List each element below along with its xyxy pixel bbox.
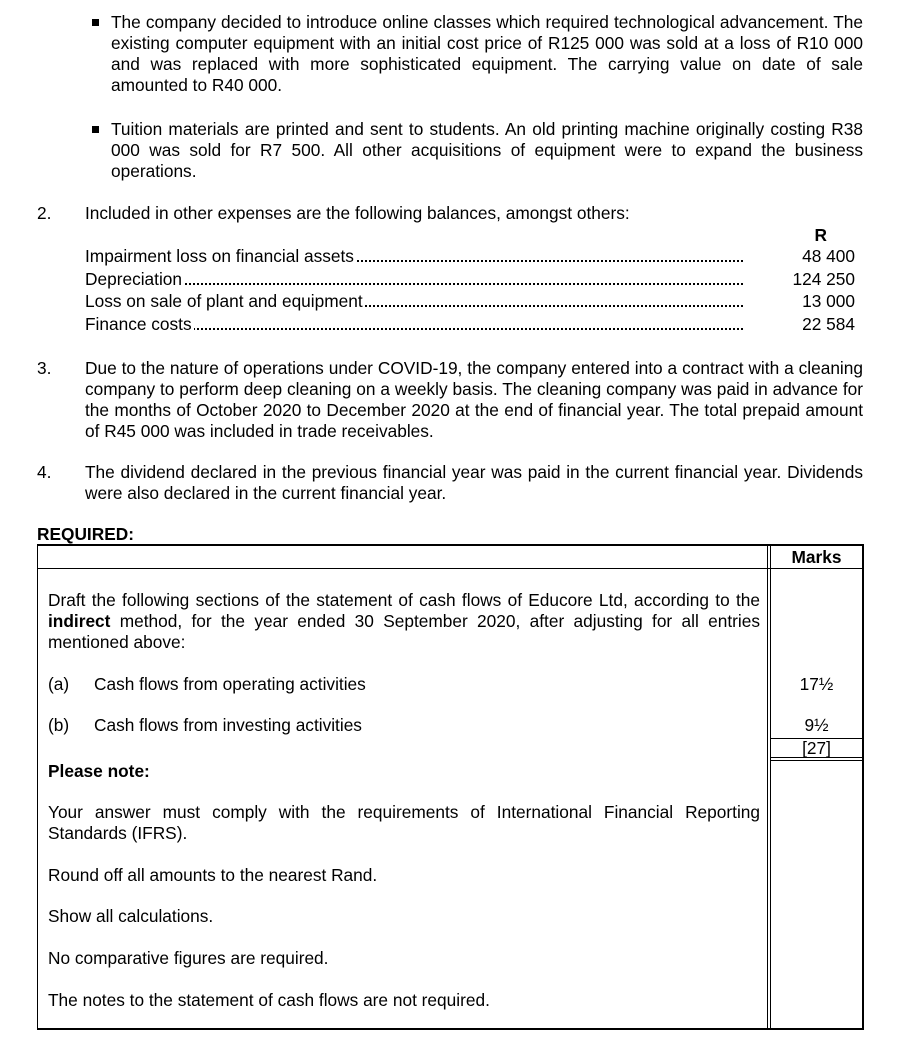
item-2-text: Included in other expenses are the following balances, amongst others: — [85, 203, 630, 223]
bullet-paragraph-2: Tuition materials are printed and sent to students. An old printing machine originally costing R38 000 was sold for R7 500. All other acquisitions of equipment were to expand the business operations. — [111, 119, 863, 181]
note-item: Your answer must comply with the requirements of International Financial Reporting Standards (IFRS). — [48, 802, 760, 843]
item-number: 2. — [37, 203, 52, 223]
balance-label: Depreciation — [85, 269, 183, 289]
table-border-right — [862, 544, 864, 1030]
note-item: Show all calculations. — [48, 906, 214, 926]
part-label: (b) — [48, 715, 70, 735]
balance-amount: 13 000 — [802, 291, 855, 311]
currency-header: R — [814, 225, 827, 245]
required-heading: REQUIRED: — [37, 524, 134, 544]
instruction-before: Draft the following sections of the statement of cash flows of Educore Ltd, according to the — [48, 590, 760, 610]
note-heading: Please note: — [48, 761, 150, 781]
item-4-text: The dividend declared in the previous financial year was paid in the current financial year. Dividends were also declared in the current financial year. — [85, 462, 863, 503]
balance-label: Impairment loss on financial assets — [85, 246, 354, 266]
table-border-bottom — [37, 1028, 864, 1030]
bullet-icon — [92, 19, 99, 26]
balance-amount: 124 250 — [792, 269, 855, 289]
part-marks: 17½ — [799, 674, 834, 694]
table-header-divider — [37, 568, 864, 569]
instruction-after: method, for the year ended 30 September 2020, after adjusting for all entries mentioned above: — [48, 611, 760, 652]
note-item: No comparative figures are required. — [48, 948, 329, 968]
item-3-text: Due to the nature of operations under COVID-19, the company entered into a contract with a cleaning company to perform deep cleaning on a weekly basis. The cleaning company was paid in advance for the months of October 2020 to December 2020 at the end of financial year. The total prepaid amount of R45 000 was included in trade receivables. — [85, 358, 863, 441]
part-text: Cash flows from investing activities — [94, 715, 362, 735]
marks-header: Marks — [791, 547, 842, 567]
item-number: 4. — [37, 462, 52, 482]
balance-row — [85, 291, 743, 312]
instruction-text — [48, 590, 760, 653]
bullet-paragraph-1: The company decided to introduce online classes which required technological advancement. The existing computer equipment with an initial cost price of R125 000 was sold at a loss of R10 000 and was replaced with more sophisticated equipment. The carrying value on date of sale amounted to R40 000. — [111, 12, 863, 95]
table-column-divider-2 — [770, 544, 771, 1030]
balance-amount: 22 584 — [802, 314, 855, 334]
table-border-top — [37, 544, 864, 546]
total-marks: [27] — [802, 738, 831, 758]
balance-row — [85, 314, 743, 335]
instruction-bold: indirect — [48, 611, 111, 631]
item-number: 3. — [37, 358, 52, 378]
table-column-divider-1 — [767, 544, 768, 1030]
bullet-icon — [92, 126, 99, 133]
balance-label: Finance costs — [85, 314, 192, 334]
part-text: Cash flows from operating activities — [94, 674, 366, 694]
note-item: The notes to the statement of cash flows are not required. — [48, 990, 490, 1010]
balance-row — [85, 269, 743, 290]
balance-row — [85, 246, 743, 267]
part-label: (a) — [48, 674, 70, 694]
balance-amount: 48 400 — [802, 246, 855, 266]
part-marks: 9½ — [804, 715, 829, 735]
total-bottom-rule-2 — [770, 760, 863, 761]
note-item: Round off all amounts to the nearest Rand. — [48, 865, 378, 885]
balance-label: Loss on sale of plant and equipment — [85, 291, 363, 311]
table-border-left — [37, 544, 38, 1030]
